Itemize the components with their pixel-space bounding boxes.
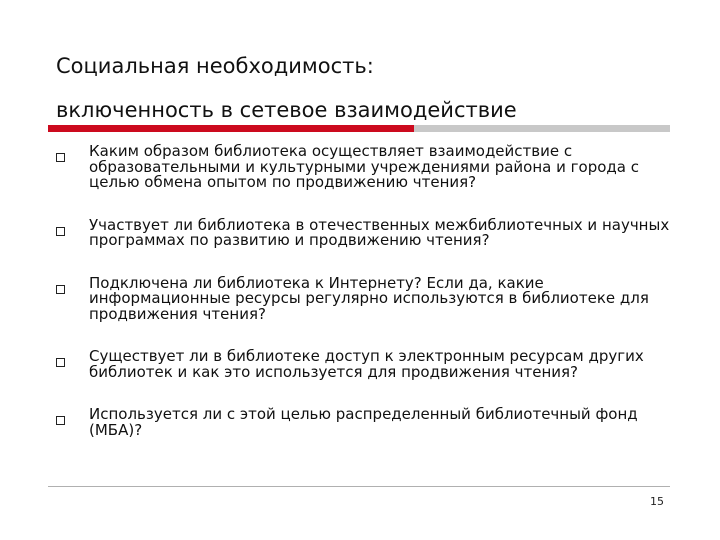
square-bullet-icon	[56, 358, 65, 367]
title-divider-accent	[48, 125, 414, 132]
list-item	[56, 349, 676, 380]
footer-divider	[48, 486, 670, 487]
title-line-2: включенность в сетевое взаимодействие	[56, 98, 517, 122]
list-item	[56, 215, 676, 249]
title-line-1: Социальная необходимость:	[56, 54, 374, 78]
list-item-text: Подключена ли библиотека к Интернету? Если да, какие информационные ресурсы регулярно используются в библиотеке для продвижения чтения?	[89, 273, 649, 323]
list-item	[56, 407, 676, 438]
list-item-text: Каким образом библиотека осуществляет взаимодействие с образовательными и культурными учреждениями района и города с целью обмена опытом по продвижению чтения?	[89, 142, 639, 191]
list-item	[56, 144, 676, 191]
square-bullet-icon	[56, 227, 65, 236]
list-item-text: Участвует ли библиотека в отечественных межбиблиотечных и научных программах по развитию и продвижению чтения?	[89, 215, 670, 249]
list-item	[56, 273, 676, 323]
square-bullet-icon	[56, 285, 65, 294]
square-bullet-icon	[56, 416, 65, 425]
list-item-text: Существует ли в библиотеке доступ к электронным ресурсам других библиотек и как это используется для продвижения чтения?	[89, 347, 644, 381]
list-item-text: Используется ли с этой целью распределенный библиотечный фонд (МБА)?	[89, 405, 638, 439]
slide-title	[56, 44, 517, 132]
bullet-list	[56, 138, 676, 438]
page-number: 15	[650, 495, 664, 508]
square-bullet-icon	[56, 153, 65, 162]
